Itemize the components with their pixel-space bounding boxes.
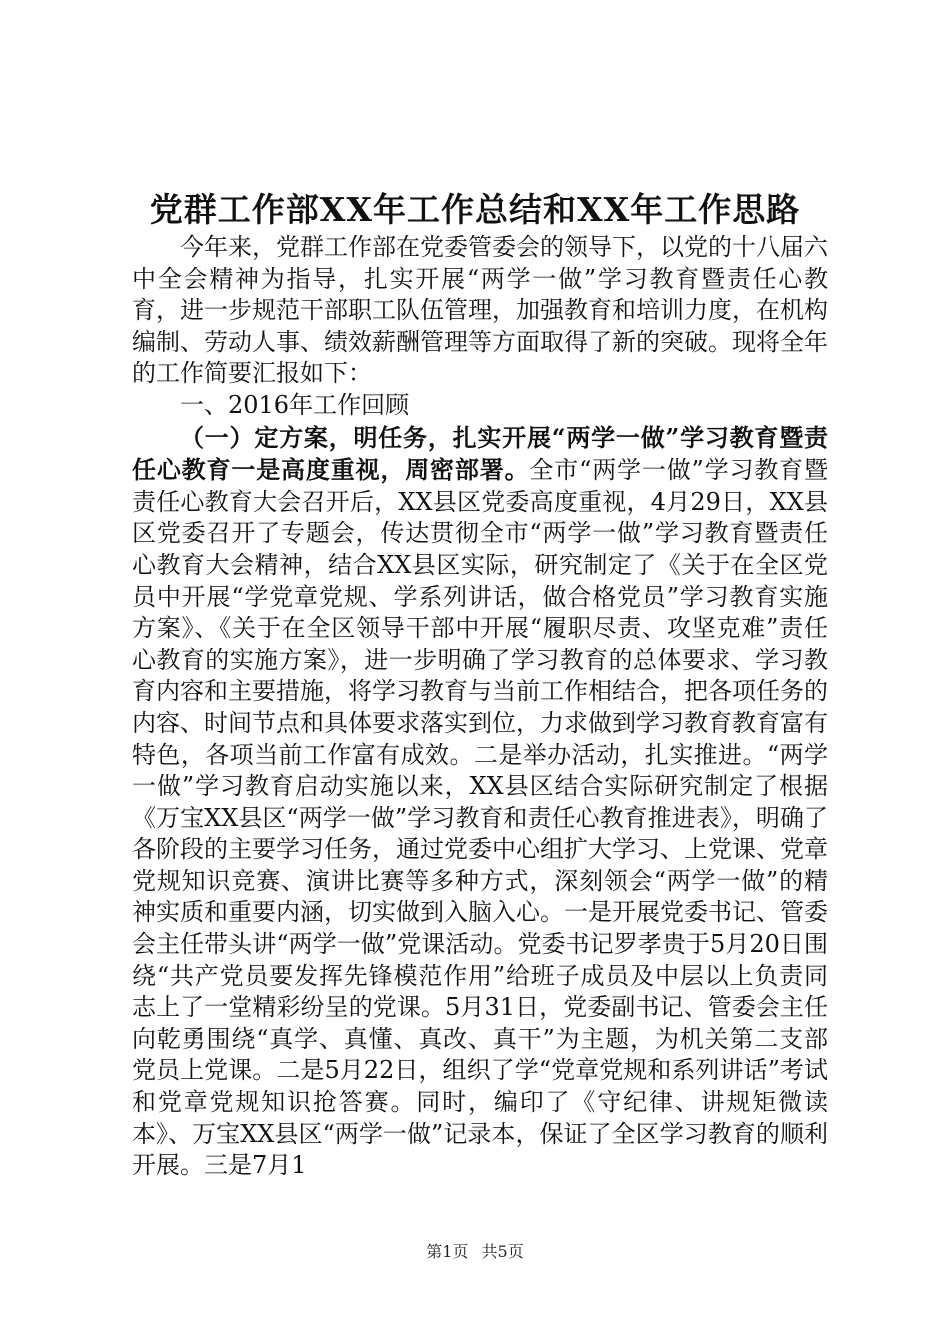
page-footer <box>0 1241 950 1263</box>
page-number: 第1页 <box>426 1242 469 1261</box>
intro-paragraph: 今年来，党群工作部在党委管委会的领导下，以党的十八届六中全会精神为指导，扎实开展“两学一做”学习教育暨责任心教育，进一步规范干部职工队伍管理，加强教育和培训力度，在机构编制、劳动人事、绩效薪酬管理等方面取得了新的突破。现将全年的工作简要汇报如下： <box>132 233 828 388</box>
page-total: 共5页 <box>481 1242 524 1261</box>
subsection-text: 全市“两学一做”学习教育暨责任心教育大会召开后，XX县区党委高度重视，4月29日，XX县区党委召开了专题会，传达贯彻全市“两学一做”学习教育暨责任心教育大会精神，结合XX县区实际，研究制定了《关于在全区党员中开展“学党章党规、学系列讲话，做合格党员”学习教育实施方案》、《关于在全区领导干部中开展“履职尽责、攻坚克难”责任心教育的实施方案》，进一步明确了学习教育的总体要求、学习教育内容和主要措施，将学习教育与当前工作相结合，把各项任务的内容、时间节点和具体要求落实到位，力求做到学习教育教育富有特色，各项当前工作富有成效。二是举办活动，扎实推进。“两学一做”学习教育启动实施以来，XX县区结合实际研究制定了根据《万宝XX县区“两学一做”学习教育和责任心教育推进表》，明确了各阶段的主要学习任务，通过党委中心组扩大学习、上党课、党章党规知识竞赛、演讲比赛等多种方式，深刻领会“两学一做”的精神实质和重要内涵，切实做到入脑入心。一是开展党委书记、管委会主任带头讲“两学一做”党课活动。党委书记罗孝贵于5月20日围绕“共产党员要发挥先锋模范作用”给班子成员及中层以上负责同志上了一堂精彩纷呈的党课。5月31日，党委副书记、管委会主任向乾勇围绕“真学、真懂、真改、真干”为主题，为机关第二支部党员上党课。二是5月22日，组织了学“党章党规和系列讲话”考试和党章党规知识抢答赛。同时，编印了《守纪律、讲规矩微读本》、万宝XX县区“两学一做”记录本，保证了全区学习教育的顺利开展。三是7月1 <box>132 456 828 1180</box>
document-title: 党群工作部XX年工作总结和XX年工作思路 <box>149 190 801 229</box>
subsection-paragraph <box>132 422 828 1182</box>
section-heading: 一、2016年工作回顾 <box>180 390 410 419</box>
subsection-bold-lead: （一）定方案，明任务，扎实开展“两学一做”学习教育暨责任心教育一是高度重视，周密部署。 <box>132 422 828 485</box>
document-body <box>132 232 828 1182</box>
